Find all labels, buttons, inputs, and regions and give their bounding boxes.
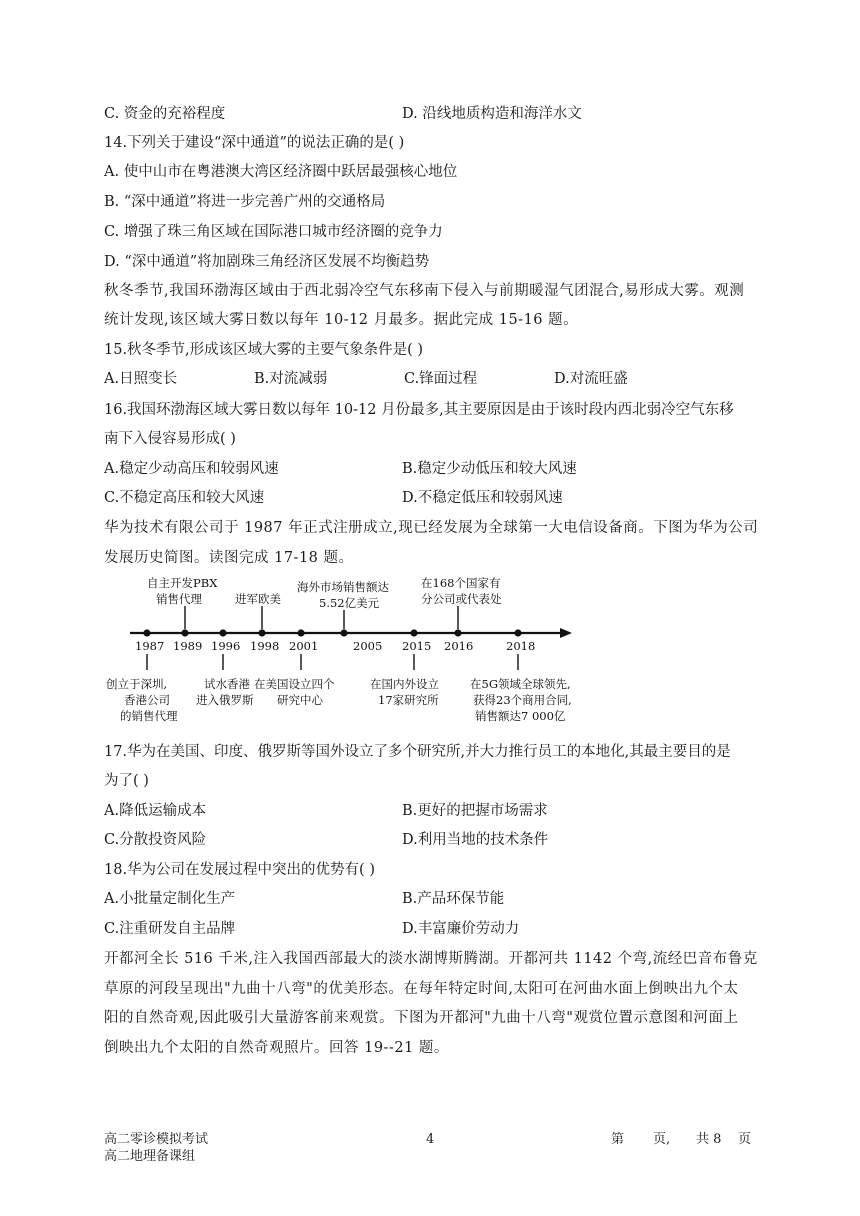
q16-stem-line2: 南下入侵容易形成( ) (104, 431, 236, 447)
event-1989-line2: 销售代理 (156, 592, 202, 606)
year-2015: 2015 (402, 639, 432, 653)
year-1989: 1989 (173, 639, 203, 653)
q17-option-a: A.降低运输成本 (104, 803, 207, 819)
q14-option-b: B. “深中通道”将进一步完善广州的交通格局 (104, 194, 386, 210)
passage-19-21-line1: 开都河全长 516 千米,注入我国西部最大的淡水湖博斯腾湖。开都河共 1142 个弯,流经巴音布鲁克 (104, 951, 758, 967)
footer-exam-title: 高二零诊模拟考试 (104, 1132, 209, 1147)
passage-19-21-line3: 阳的自然奇观,因此吸引大量游客前来观赏。下图为开都河"九曲十八弯"观赏位置示意图和河面上 (104, 1010, 739, 1026)
event-2016-line2: 分公司或代表处 (421, 592, 502, 606)
event-2001-line1: 在美国设立四个 (254, 677, 335, 691)
q18-option-d: D.丰富廉价劳动力 (402, 921, 520, 937)
passage-19-21-line2: 草原的河段呈现出"九曲十八弯"的优美形态。在每年特定时间,太阳可在河曲水面上倒映出九个太 (104, 981, 739, 997)
timeline-dot-1987 (143, 629, 150, 636)
passage-19-21-line4: 倒映出九个太阳的自然奇观照片。回答 19--21 题。 (104, 1040, 449, 1056)
timeline-dot-2018 (514, 629, 521, 636)
q17-stem-line2: 为了( ) (104, 773, 149, 789)
year-1998: 1998 (250, 639, 280, 653)
passage-15-16-line2: 统计发现,该区域大雾日数以每年 10-12 月最多。据此完成 15-16 题。 (104, 312, 579, 328)
passage-15-16-line1: 秋冬季节,我国环渤海区域由于西北弱冷空气东移南下侵入与前期暖湿气团混合,易形成大雾。观测 (104, 283, 745, 299)
event-1987-line3: 的销售代理 (120, 709, 178, 723)
footer-page-number: 4 (426, 1132, 435, 1147)
event-2005-line2: 5.52亿美元 (319, 596, 380, 610)
q15-stem: 15.秋冬季节,形成该区域大雾的主要气象条件是( ) (104, 342, 424, 358)
q14-stem: 14.下列关于建设“深中通道”的说法正确的是( ) (104, 135, 405, 151)
footer-page-total: 共 8 (696, 1132, 722, 1147)
year-2018: 2018 (506, 639, 536, 653)
q14-option-d: D. “深中通道”将加剧珠三角经济区发展不均衡趋势 (104, 254, 430, 270)
event-1987-line2: 香港公司 (124, 693, 170, 707)
passage-17-18-line2: 发展历史简图。读图完成 17-18 题。 (104, 550, 354, 566)
timeline-dot-1998 (258, 629, 265, 636)
q16-option-c: C.不稳定高压和较大风速 (104, 490, 265, 506)
timeline-arrow-head (560, 628, 572, 638)
q15-option-d: D.对流旺盛 (554, 371, 628, 387)
q15-option-a: A.日照变长 (104, 371, 178, 387)
timeline-dot-1996 (219, 629, 226, 636)
q18-option-b: B.产品环保节能 (402, 891, 505, 907)
event-2018-line3: 销售额达7 000亿 (475, 709, 566, 723)
q13-option-d: D. 沿线地质构造和海洋水文 (402, 106, 582, 122)
footer-page-mid: 页, (653, 1132, 671, 1147)
event-2005-line1: 海外市场销售额达 (297, 580, 389, 594)
timeline-dot-2015 (410, 629, 417, 636)
event-1989-line1: 自主开发PBX (147, 576, 218, 590)
event-1987-line1: 创立于深圳, (106, 677, 168, 691)
q16-option-a: A.稳定少动高压和较弱风速 (104, 461, 279, 477)
footer-group-name: 高二地理备课组 (104, 1149, 196, 1164)
footer-page-suffix: 页 (738, 1132, 752, 1147)
event-1996-line1: 试水香港 (204, 677, 250, 691)
q17-stem-line1: 17.华为在美国、印度、俄罗斯等国外设立了多个研究所,并大力推行员工的本地化,其最主要目的是 (104, 744, 731, 760)
year-2001: 2001 (289, 639, 319, 653)
footer-page-prefix: 第 (611, 1132, 625, 1147)
event-2001-line2: 研究中心 (277, 693, 323, 707)
q18-option-a: A.小批量定制化生产 (104, 891, 236, 907)
q17-option-b: B.更好的把握市场需求 (402, 803, 548, 819)
event-2015-line1: 在国内外设立 (370, 677, 439, 691)
event-1996-line2: 进入俄罗斯 (196, 693, 254, 707)
q16-option-d: D.不稳定低压和较弱风速 (402, 490, 563, 506)
q18-stem: 18.华为公司在发展过程中突出的优势有( ) (104, 862, 375, 878)
passage-17-18-line1: 华为技术有限公司于 1987 年正式注册成立,现已经发展为全球第一大电信设备商。下图为华为公司 (104, 520, 759, 536)
event-2015-line2: 17家研究所 (378, 693, 439, 707)
q17-option-d: D.利用当地的技术条件 (402, 832, 549, 848)
q13-option-c: C. 资金的充裕程度 (104, 106, 226, 122)
q17-option-c: C.分散投资风险 (104, 832, 207, 848)
q14-option-a: A. 使中山市在粤港澳大湾区经济圈中跃居最强核心地位 (104, 164, 458, 180)
timeline-dot-2005 (340, 629, 347, 636)
q15-option-b: B.对流减弱 (254, 371, 328, 387)
event-2018-line2: 获得23个商用合同, (473, 693, 572, 707)
year-2005: 2005 (353, 639, 383, 653)
timeline-dot-1989 (181, 629, 188, 636)
q15-option-c: C.锋面过程 (404, 371, 478, 387)
q16-option-b: B.稳定少动低压和较大风速 (402, 461, 577, 477)
event-2016-line1: 在168个国家有 (421, 576, 501, 590)
year-1987: 1987 (135, 639, 165, 653)
timeline-dot-2001 (297, 629, 304, 636)
event-1998-line1: 进军欧美 (235, 592, 281, 606)
year-2016: 2016 (444, 639, 474, 653)
timeline-dot-2016 (454, 629, 461, 636)
q18-option-c: C.注重研发自主品牌 (104, 921, 236, 937)
event-2018-line1: 在5G领域全球领先, (470, 677, 571, 691)
huawei-timeline-diagram (106, 570, 580, 730)
year-1996: 1996 (211, 639, 241, 653)
q14-option-c: C. 增强了珠三角区域在国际港口城市经济圈的竞争力 (104, 224, 443, 240)
q16-stem-line1: 16.我国环渤海区域大雾日数以每年 10-12 月份最多,其主要原因是由于该时段内西北弱冷空气东移 (104, 402, 734, 418)
